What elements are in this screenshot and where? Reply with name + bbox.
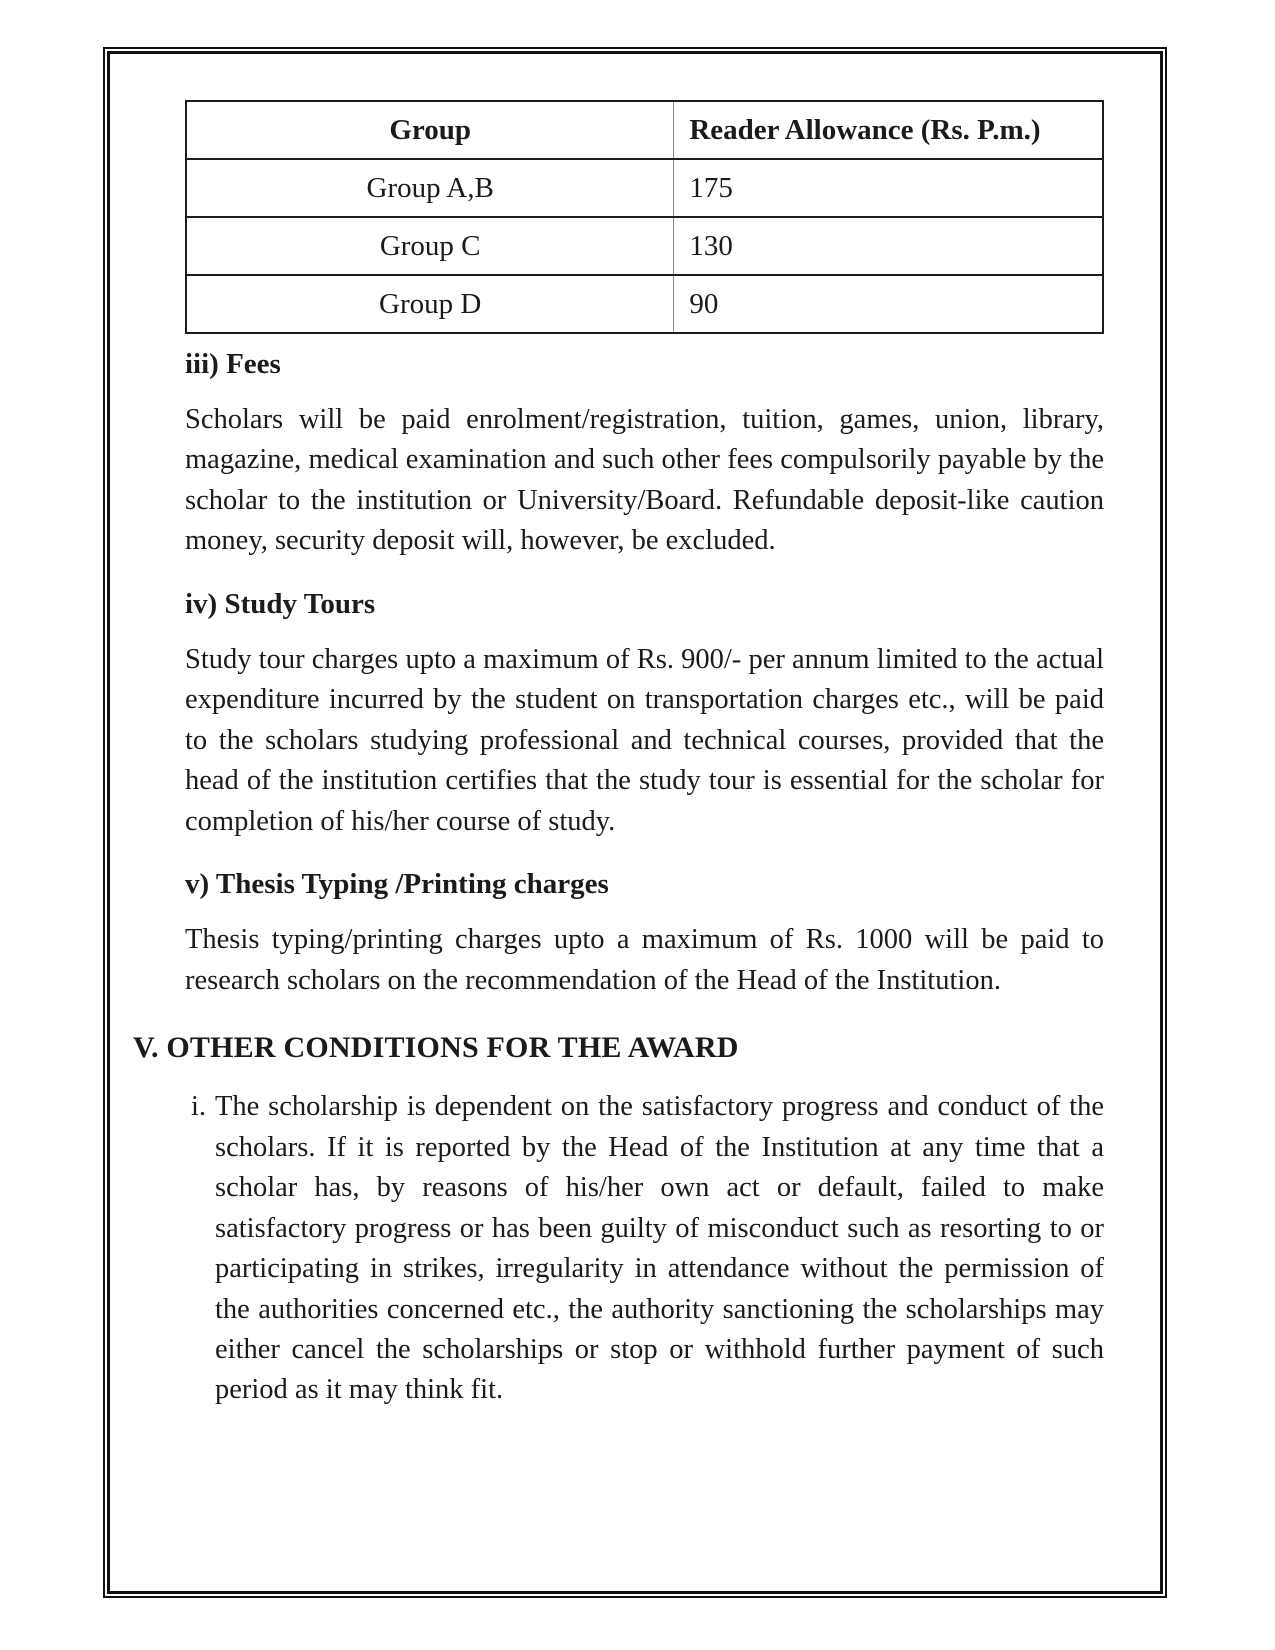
table-header-row bbox=[186, 101, 1103, 159]
table-header-group: Group bbox=[186, 101, 674, 159]
condition-text: The scholarship is dependent on the satisfactory progress and conduct of the scholars. If it is reported by the Head of the Institution at any time that a scholar has, by reasons of his/her own act or default, failed to make satisfactory progress or has been guilty of misconduct such as resorting to or participating in strikes, irregularity in attendance without the permission of the authorities concerned etc., the authority sanctioning the scholarships may either cancel the scholarships or stop or withhold further payment of such period as it may think fit. bbox=[215, 1091, 1104, 1406]
section-heading-other-conditions: V. OTHER CONDITIONS FOR THE AWARD bbox=[133, 1031, 739, 1065]
allowance-cell: 90 bbox=[674, 275, 1103, 333]
section-heading-study-tours: iv) Study Tours bbox=[185, 587, 376, 620]
document-content bbox=[110, 54, 1160, 1411]
group-cell: Group C bbox=[186, 217, 674, 275]
allowance-cell: 175 bbox=[674, 159, 1103, 217]
reader-allowance-table bbox=[185, 100, 1104, 334]
table-header-allowance: Reader Allowance (Rs. P.m.) bbox=[674, 101, 1103, 159]
table-row bbox=[186, 159, 1103, 217]
page-border bbox=[103, 47, 1167, 1598]
condition-item bbox=[133, 1087, 1104, 1411]
group-cell: Group D bbox=[186, 275, 674, 333]
section-heading-fees: iii) Fees bbox=[185, 348, 281, 380]
group-cell: Group A,B bbox=[186, 159, 674, 217]
paragraph-study-tours: Study tour charges upto a maximum of Rs. 900/- per annum limited to the actual expenditure incurred by the student on transportation charges etc., will be paid to the scholars studying professional and technical courses, provided that the head of the institution certifies that the study tour is essential for the scholar for completion of his/her course of study. bbox=[185, 643, 1104, 837]
page-border-inner bbox=[107, 51, 1163, 1594]
list-marker: i. bbox=[191, 1091, 207, 1123]
table-row bbox=[186, 275, 1103, 333]
section-heading-thesis-charges: v) Thesis Typing /Printing charges bbox=[185, 868, 609, 901]
paragraph-fees: Scholars will be paid enrolment/registration, tuition, games, union, library, magazine, medical examination and such other fees compulsorily payable by the scholar to the institution or University/Board. Refundable deposit-like caution money, security deposit will, however, be excluded. bbox=[185, 404, 1104, 557]
table-row bbox=[186, 217, 1103, 275]
paragraph-thesis-charges: Thesis typing/printing charges upto a maximum of Rs. 1000 will be paid to research scholars on the recommendation of the Head of the Institution. bbox=[185, 924, 1104, 996]
allowance-cell: 130 bbox=[674, 217, 1103, 275]
